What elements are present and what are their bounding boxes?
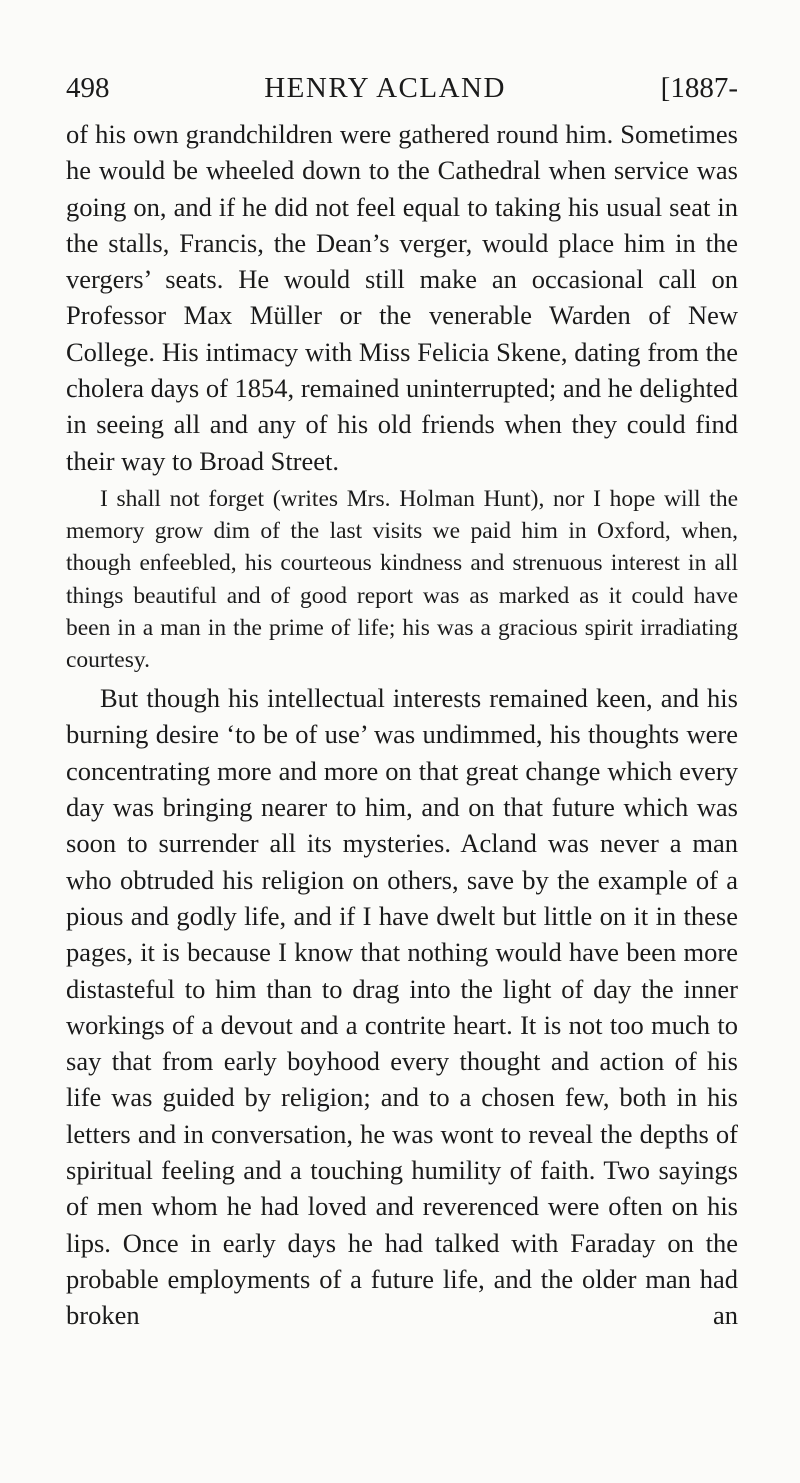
running-head [66,66,738,110]
block-quote [66,483,738,676]
running-title: HENRY ACLAND [264,72,506,104]
book-page [66,66,738,1334]
quote-text: I shall not forget (writes Mrs. Holman Hunt), nor I hope will the memory grow dim of the last visits we paid him in Oxford, when, though enfeebled, his courteous kindness and strenuous interest in all things beautiful and of good report was as marked as it could have been in a man in the prime of life; his was a gracious spirit irradiating courtesy. [66,485,738,673]
paragraph-continuation: of his own grandchildren were gathered round him. Sometimes he would be wheeled down to the Cathedral when service was going on, and if he did not feel equal to taking his usual seat in the stalls, Francis, the Dean’s verger, would place him in the vergers’ seats. He would still make an occasional call on Professor Max Müller or the venerable Warden of New College. His intimacy with Miss Felicia Skene, dating from the cholera days of 1854, remained uninterrupted; and he delighted in seeing all and any of his old friends when they could find their way to Broad Street. [66,119,738,476]
running-date: [1887- [660,72,738,104]
paragraph: But though his intellectual interests remained keen, and his burning desire ‘to be of use’ was undimmed, his thoughts were concentrating more and more on that great change which every day was bringing nearer to him, and on that future which was soon to surrender all its mysteries. Acland was never a man who obtruded his religion on others, save by the example of a pious and godly life, and if I have dwelt but little on it in these pages, it is because I know that nothing would have been more distasteful to him than to drag into the light of day the inner workings of a devout and a contrite heart. It is not too much to say that from early boyhood every thought and action of his life was guided by religion; and to a chosen few, both in his letters and in conversation, he was wont to reveal the depths of spiritual feeling and a touching humility of faith. Two sayings of men whom he had loved and reverenced were often on his lips. Once in early days he had talked with Faraday on the probable employments of a future life, and the older man had broken an [66,683,738,1331]
page-number: 498 [66,72,110,104]
body-text [66,116,738,1334]
